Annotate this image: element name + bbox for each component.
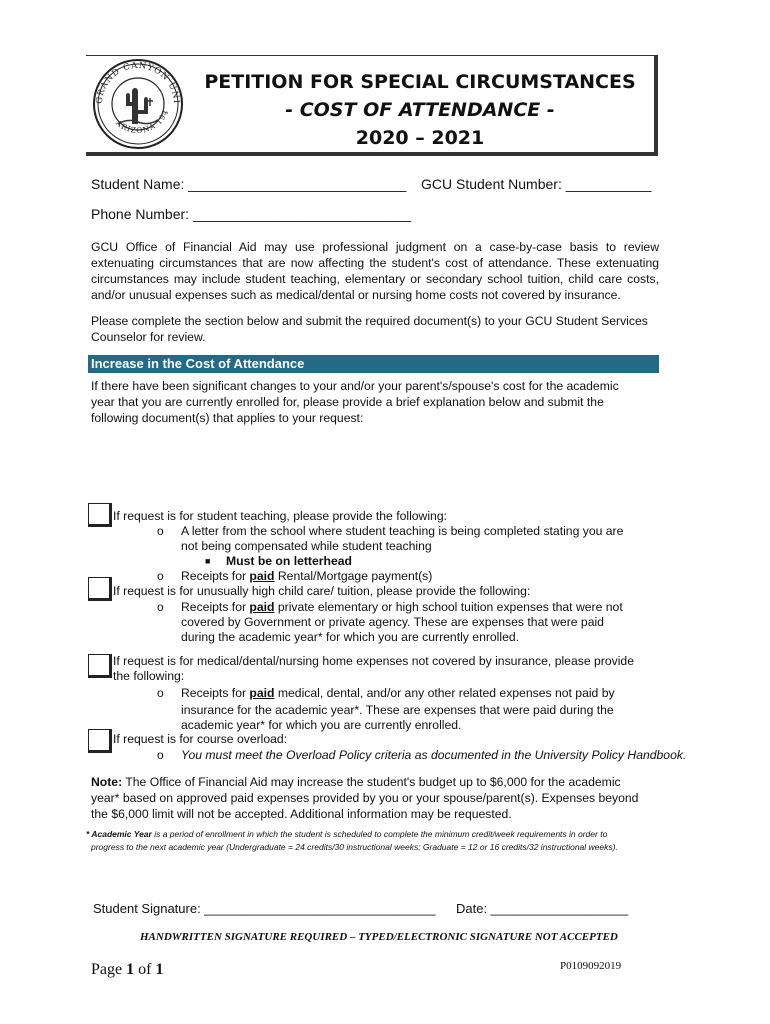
note-paragraph <box>91 774 659 822</box>
note-line-3: the $6,000 limit will not be accepted. Additional information may be requested. <box>91 807 512 821</box>
item-3-receipts-line-1: Receipts for paid medical, dental, and/or any other related expenses not paid by <box>181 686 615 700</box>
title-line-2: - COST OF ATTENDANCE - <box>285 99 555 121</box>
university-seal-icon <box>90 58 186 150</box>
item-1-receipts-line: Receipts for paid Rental/Mortgage payment(s) <box>181 569 433 583</box>
student-signature-field[interactable]: Student Signature: ________________________________ <box>93 901 436 916</box>
date-field[interactable]: Date: ___________________ <box>456 901 629 916</box>
student-teaching-checkbox[interactable] <box>88 503 112 527</box>
student-name-field[interactable]: Student Name: ____________________________ <box>91 176 407 192</box>
academic-year-footnote <box>86 828 686 854</box>
item-2-receipts-line-2: covered by Government or private agency. These are expenses that were paid <box>181 615 604 629</box>
section-desc-line-1: If there have been significant changes to your and/or your parent's/spouse's cost for the academic <box>91 379 619 393</box>
gcu-student-number-field[interactable]: GCU Student Number: ___________ <box>421 176 652 192</box>
page-title <box>200 68 640 152</box>
circle-bullet-icon: o <box>157 748 164 762</box>
item-medical-heading-line-2: the following: <box>113 669 185 683</box>
svg-text:ARIZONA 1949: ARIZONA 194 <box>114 107 171 136</box>
phone-number-field[interactable]: Phone Number: ____________________________ <box>91 206 411 222</box>
form-code: P0109092019 <box>560 960 622 972</box>
item-1-letter-line-1: A letter from the school where student teaching is being completed stating you are <box>181 524 624 538</box>
item-child-care-heading: If request is for unusually high child care/ tuition, please provide the following: <box>113 584 531 598</box>
section-title: Increase in the Cost of Attendance <box>91 356 305 371</box>
course-overload-checkbox[interactable] <box>88 729 112 753</box>
item-3-receipts-line-3: academic year* for which you are currently enrolled. <box>181 718 462 732</box>
item-2-receipts-line-1: Receipts for paid private elementary or high school tuition expenses that were not <box>181 600 623 614</box>
medical-expenses-checkbox[interactable] <box>88 654 112 678</box>
svg-text:GRAND CANYON UNIVERSITY: GRAND CANYON UNI <box>94 60 182 105</box>
circle-bullet-icon: o <box>157 600 164 614</box>
item-3-receipts-line-2: insurance for the academic year*. These are expenses that were paid during the <box>181 703 614 717</box>
section-header-bar <box>88 355 659 373</box>
instructions-line-1: Please complete the section below and submit the required document(s) to your GCU Student Services <box>91 314 648 328</box>
item-1-letter-line-2: not being compensated while student teaching <box>181 539 432 553</box>
circle-bullet-icon: o <box>157 569 164 583</box>
circle-bullet-icon: o <box>157 524 164 538</box>
section-description <box>91 378 659 426</box>
intro-paragraph: GCU Office of Financial Aid may use professional judgment on a case-by-case basis to review extenuating circumstances that are now affecting the student's cost of attendance. These extenuating circumstances may include student teaching, elementary or secondary school tuition, child care costs, and/or unusual expenses such as medical/dental or nursing home costs not covered by insurance. <box>91 240 659 302</box>
letterhead-requirement: Must be on letterhead <box>226 554 352 568</box>
item-2-receipts-line-3: during the academic year* for which you are currently enrolled. <box>181 630 520 644</box>
child-care-tuition-checkbox[interactable] <box>88 577 112 601</box>
square-bullet-icon: ■ <box>205 556 211 566</box>
instructions-line-2: Counselor for review. <box>91 330 206 344</box>
instructions-paragraph <box>91 313 659 345</box>
title-line-1: PETITION FOR SPECIAL CIRCUMSTANCES <box>204 71 636 93</box>
overload-policy-line: You must meet the Overload Policy criteria as documented in the University Policy Handbook. <box>181 748 687 762</box>
item-course-overload-heading: If request is for course overload: <box>113 732 288 746</box>
page-number: Page 1 of 1 <box>91 961 164 978</box>
note-line-2: year* based on approved paid expenses provided by you or your spouse/parent(s). Expenses beyond <box>91 791 639 805</box>
note-line-1: Note: The Office of Financial Aid may increase the student's budget up to $6,000 for the academic <box>91 775 621 789</box>
footnote-line-2: progress to the next academic year (Undergraduate = 24 credits/30 instructional weeks; Graduate = 12 or 16 credits/32 instructional weeks). <box>91 842 618 852</box>
section-desc-line-3: following document(s) that applies to your request: <box>91 411 364 425</box>
item-medical-heading-line-1: If request is for medical/dental/nursing home expenses not covered by insurance, please provide <box>113 654 634 668</box>
signature-notice: HANDWRITTEN SIGNATURE REQUIRED – TYPED/ELECTRONIC SIGNATURE NOT ACCEPTED <box>140 931 618 943</box>
item-student-teaching-heading: If request is for student teaching, please provide the following: <box>113 509 448 523</box>
section-desc-line-2: year that you are currently enrolled for, please provide a brief explanation below and submit the <box>91 395 604 409</box>
footnote-line-1: * Academic Year is a period of enrollment in which the student is scheduled to complete the minimum credit/week requirements in order to <box>86 829 608 839</box>
circle-bullet-icon: o <box>157 686 164 700</box>
title-line-3: 2020 – 2021 <box>355 127 485 149</box>
